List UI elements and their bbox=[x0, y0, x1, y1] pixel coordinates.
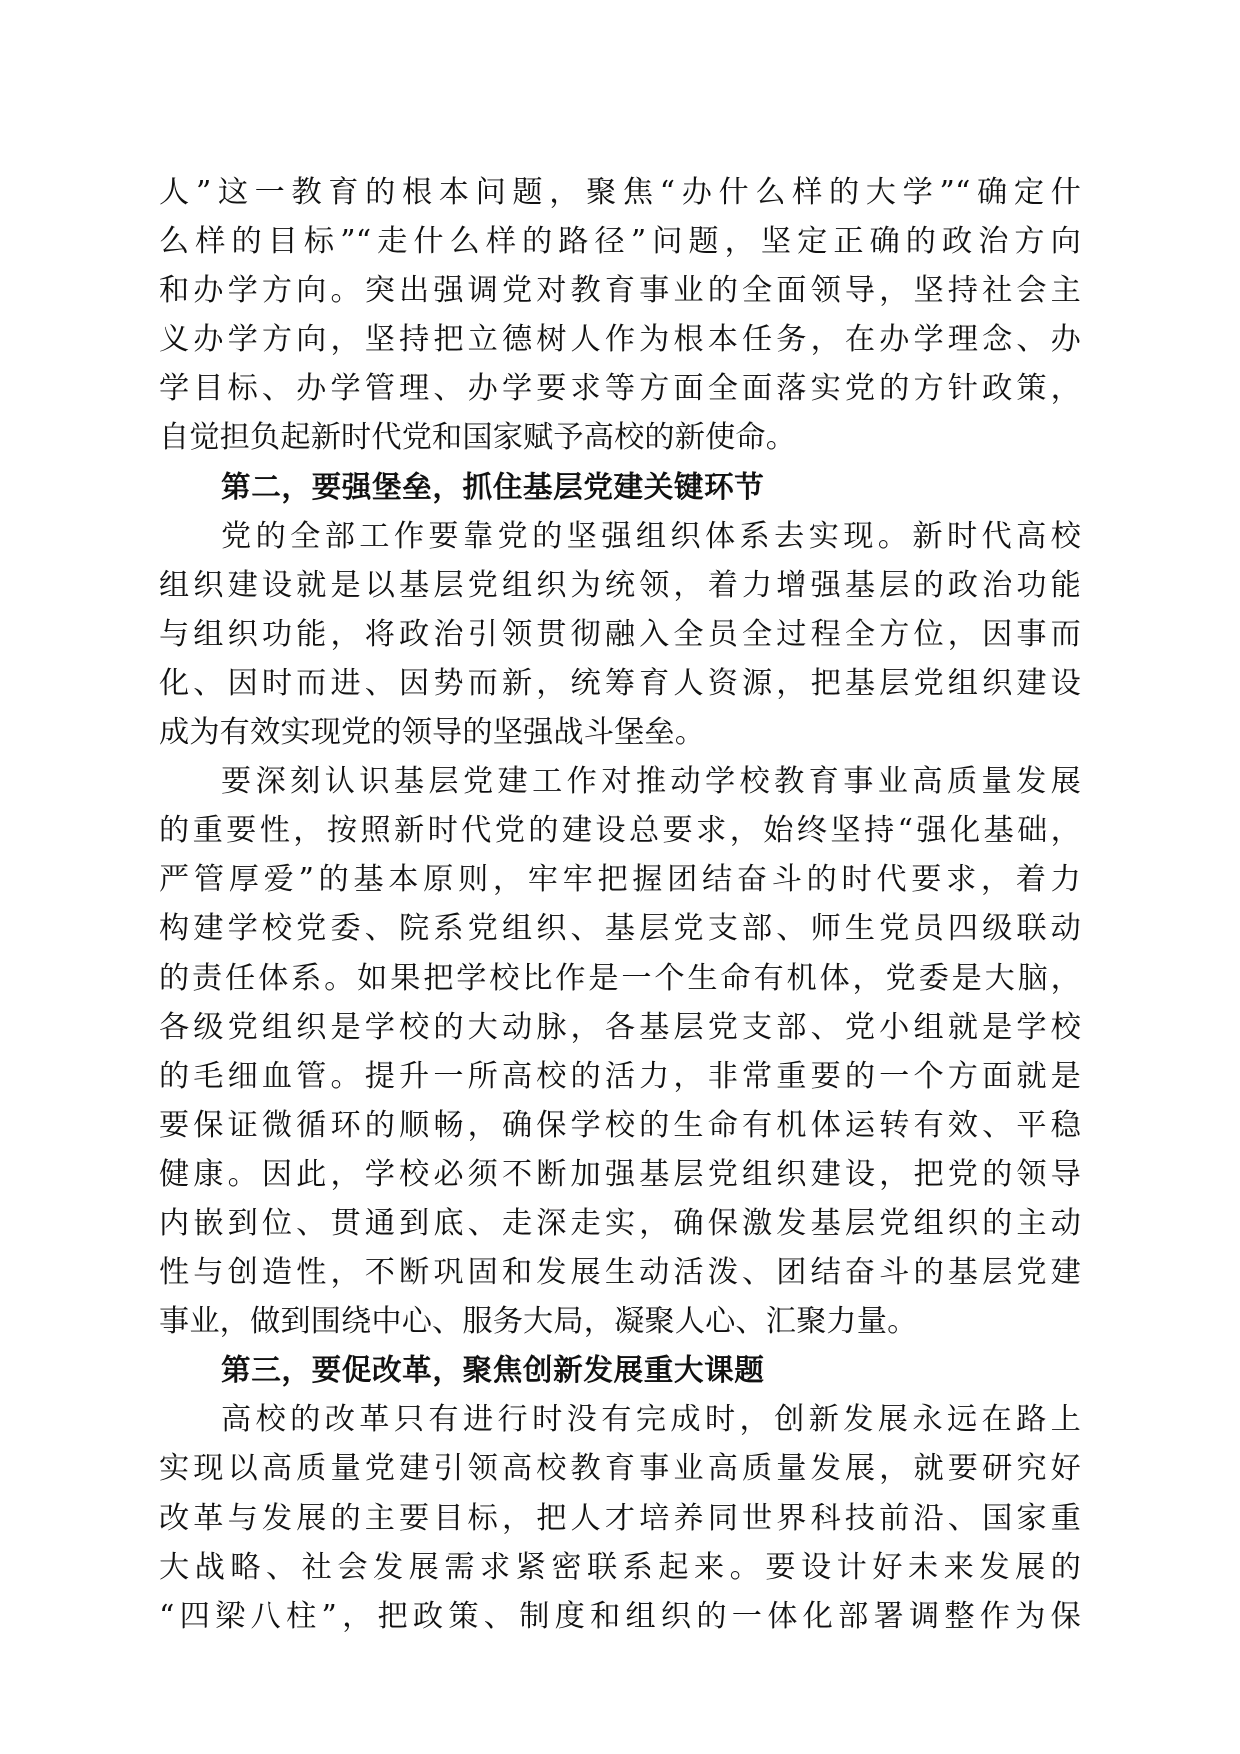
paragraph-line: 和办学方向。突出强调党对教育事业的全面领导，坚持社会主 bbox=[159, 273, 1081, 309]
paragraph-line: 学目标、办学管理、办学要求等方面全面落实党的方针政策， bbox=[159, 371, 1081, 407]
paragraph-line: 严管厚爱”的基本原则，牢牢把握团结奋斗的时代要求，着力 bbox=[159, 862, 1081, 898]
paragraph-line: 大战略、社会发展需求紧密联系起来。要设计好未来发展的 bbox=[159, 1549, 1081, 1585]
section-heading: 第二，要强堡垒，抓住基层党建关键环节 bbox=[221, 469, 765, 504]
paragraph-line: 内嵌到位、贯通到底、走深走实，确保激发基层党组织的主动 bbox=[159, 1205, 1081, 1241]
paragraph-line: 改革与发展的主要目标，把人才培养同世界科技前沿、国家重 bbox=[159, 1500, 1081, 1536]
paragraph-last-line: 事业，做到围绕中心、服务大局，凝聚人心、汇聚力量。 bbox=[159, 1304, 918, 1340]
paragraph-line: 构建学校党委、院系党组织、基层党支部、师生党员四级联动 bbox=[159, 911, 1081, 947]
paragraph-line: 健康。因此，学校必须不断加强基层党组织建设，把党的领导 bbox=[159, 1156, 1081, 1192]
paragraph-line: 的毛细血管。提升一所高校的活力，非常重要的一个方面就是 bbox=[159, 1058, 1081, 1094]
document-body bbox=[159, 168, 1081, 1641]
paragraph-line: 实现以高质量党建引领高校教育事业高质量发展，就要研究好 bbox=[159, 1451, 1081, 1487]
paragraph-line: 化、因时而进、因势而新，统筹育人资源，把基层党组织建设 bbox=[159, 665, 1081, 701]
paragraph-line: 的责任体系。如果把学校比作是一个生命有机体，党委是大脑， bbox=[159, 960, 1081, 996]
paragraph-line: 义办学方向，坚持把立德树人作为根本任务，在办学理念、办 bbox=[159, 322, 1081, 358]
paragraph-line: 的重要性，按照新时代党的建设总要求，始终坚持“强化基础， bbox=[159, 813, 1081, 849]
paragraph-line: 么样的目标”“走什么样的路径”问题，坚定正确的政治方向 bbox=[159, 224, 1081, 260]
paragraph-line: 人”这一教育的根本问题，聚焦“办什么样的大学”“确定什 bbox=[159, 175, 1081, 210]
paragraph-line: 各级党组织是学校的大动脉，各基层党支部、党小组就是学校 bbox=[159, 1009, 1081, 1045]
paragraph-line: “四梁八柱”，把政策、制度和组织的一体化部署调整作为保 bbox=[159, 1598, 1081, 1634]
paragraph-first-line: 党的全部工作要靠党的坚强组织体系去实现。新时代高校 bbox=[221, 518, 1081, 554]
paragraph-first-line: 要深刻认识基层党建工作对推动学校教育事业高质量发展 bbox=[221, 764, 1081, 800]
paragraph-last-line: 成为有效实现党的领导的坚强战斗堡垒。 bbox=[159, 715, 706, 751]
paragraph-line: 要保证微循环的顺畅，确保学校的生命有机体运转有效、平稳 bbox=[159, 1107, 1081, 1143]
paragraph-last-line: 自觉担负起新时代党和国家赋予高校的新使命。 bbox=[159, 420, 797, 456]
paragraph-line: 组织建设就是以基层党组织为统领，着力增强基层的政治功能 bbox=[159, 567, 1081, 603]
paragraph-line: 性与创造性，不断巩固和发展生动活泼、团结奋斗的基层党建 bbox=[159, 1255, 1081, 1291]
paragraph-first-line: 高校的改革只有进行时没有完成时，创新发展永远在路上 bbox=[221, 1402, 1081, 1438]
section-heading: 第三，要促改革，聚焦创新发展重大课题 bbox=[221, 1353, 765, 1388]
paragraph-line: 与组织功能，将政治引领贯彻融入全员全过程全方位，因事而 bbox=[159, 616, 1081, 652]
